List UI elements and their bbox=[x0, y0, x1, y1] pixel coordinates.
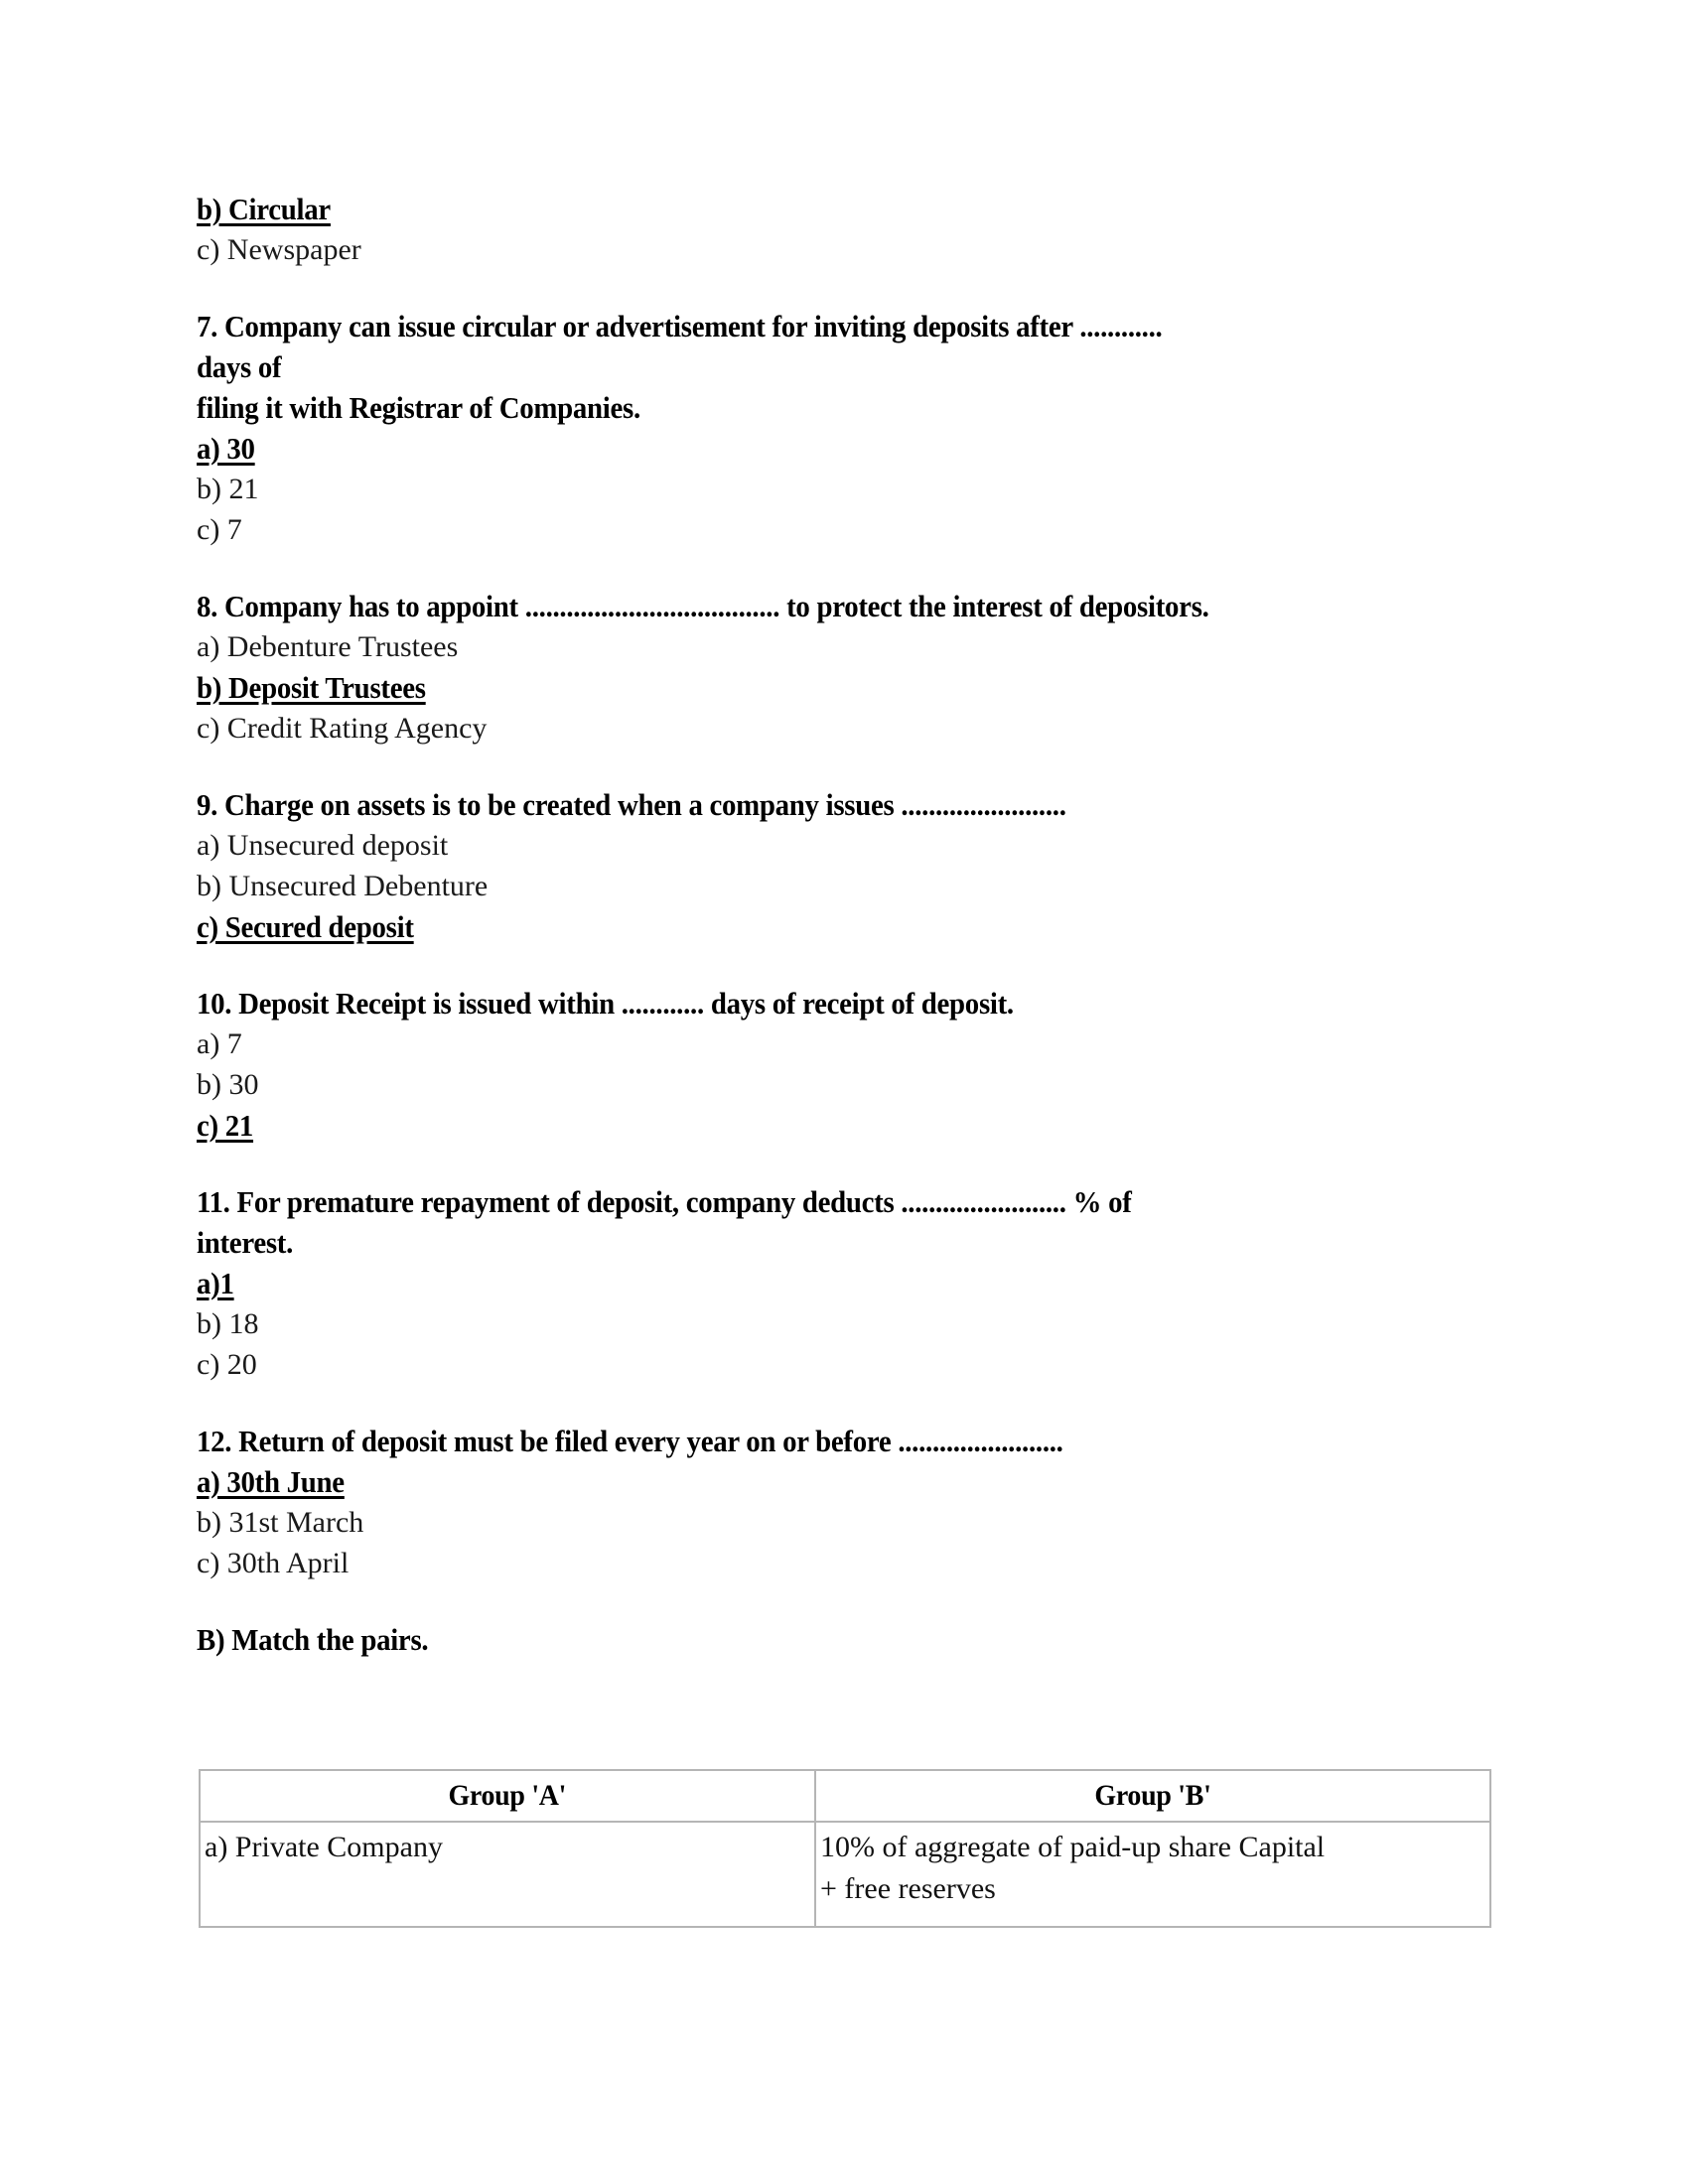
spacer bbox=[197, 1385, 1527, 1421]
column-header-group-b bbox=[815, 1770, 1490, 1822]
option-label: a)1 bbox=[197, 1266, 234, 1300]
question-stem-line: 10. Deposit Receipt is issued within ............ days of receipt of deposit. bbox=[197, 986, 1014, 1021]
option-label: a) 30 bbox=[197, 431, 255, 466]
option-line: c) Credit Rating Agency bbox=[197, 712, 488, 745]
column-header-group-a-label: Group 'A' bbox=[448, 1779, 567, 1812]
option-label: c) 21 bbox=[197, 1108, 254, 1143]
spacer bbox=[197, 550, 1527, 586]
option-line: c) 20 bbox=[197, 1348, 257, 1381]
match-pairs-table-wrapper bbox=[199, 1769, 1489, 1928]
option-line: a) Debenture Trustees bbox=[197, 630, 459, 663]
option-line-correct bbox=[197, 1105, 1434, 1146]
option-line: a) Unsecured deposit bbox=[197, 829, 449, 862]
question-9 bbox=[197, 784, 1527, 947]
document-body bbox=[197, 189, 1527, 1660]
option-line-correct bbox=[197, 428, 1434, 469]
table-header-row bbox=[200, 1770, 1490, 1822]
question-7 bbox=[197, 306, 1527, 550]
table-row bbox=[200, 1822, 1490, 1927]
carryover-option-group bbox=[197, 189, 1527, 270]
spacer bbox=[197, 1583, 1527, 1619]
column-header-group-b-label: Group 'B' bbox=[1094, 1779, 1211, 1812]
option-line: c) 7 bbox=[197, 513, 242, 546]
option-line-correct bbox=[197, 1461, 1434, 1502]
option-label: b) Circular bbox=[197, 192, 331, 226]
question-11 bbox=[197, 1181, 1527, 1385]
option-line: b) 30 bbox=[197, 1068, 259, 1101]
question-stem-line: 12. Return of deposit must be filed every year on or before ........................ bbox=[197, 1424, 1063, 1458]
column-header-group-a bbox=[200, 1770, 815, 1822]
cell-group-b-line-1: 10% of aggregate of paid-up share Capital bbox=[820, 1831, 1326, 1863]
option-line: b) 18 bbox=[197, 1307, 259, 1340]
spacer bbox=[197, 1146, 1527, 1181]
question-stem-line: filing it with Registrar of Companies. bbox=[197, 390, 640, 425]
question-stem-line: 8. Company has to appoint ..................................... to protect the interest of depositors. bbox=[197, 589, 1209, 623]
question-stem-line: 9. Charge on assets is to be created when a company issues ........................ bbox=[197, 787, 1066, 822]
option-line-correct bbox=[197, 1263, 1434, 1303]
option-line: c) 30th April bbox=[197, 1547, 350, 1579]
spacer bbox=[197, 270, 1527, 306]
spacer bbox=[197, 749, 1527, 784]
option-line: b) 31st March bbox=[197, 1506, 364, 1539]
option-line: b) 21 bbox=[197, 473, 259, 505]
question-10 bbox=[197, 983, 1527, 1146]
question-stem-line: 7. Company can issue circular or advertisement for inviting deposits after ............ bbox=[197, 309, 1163, 343]
section-heading-match-pairs: B) Match the pairs. bbox=[197, 1622, 429, 1657]
option-line: b) Unsecured Debenture bbox=[197, 870, 489, 902]
spacer bbox=[197, 947, 1527, 983]
question-8 bbox=[197, 586, 1527, 749]
cell-group-a: a) Private Company bbox=[200, 1822, 815, 1927]
option-line: c) Newspaper bbox=[197, 233, 361, 266]
option-label: c) Secured deposit bbox=[197, 909, 414, 944]
question-stem-line: interest. bbox=[197, 1225, 294, 1260]
option-label: b) Deposit Trustees bbox=[197, 670, 426, 705]
question-stem-line: 11. For premature repayment of deposit, company deducts ........................ % of bbox=[197, 1184, 1132, 1219]
option-label: a) 30th June bbox=[197, 1464, 345, 1499]
option-line-correct bbox=[197, 189, 1434, 229]
cell-group-b bbox=[815, 1822, 1490, 1927]
match-pairs-table bbox=[199, 1769, 1491, 1928]
cell-group-b-line-2: + free reserves bbox=[820, 1872, 996, 1905]
question-stem-line: days of bbox=[197, 349, 282, 384]
option-line-correct bbox=[197, 906, 1434, 947]
option-line-correct bbox=[197, 667, 1434, 708]
question-12 bbox=[197, 1421, 1527, 1583]
option-line: a) 7 bbox=[197, 1027, 242, 1060]
